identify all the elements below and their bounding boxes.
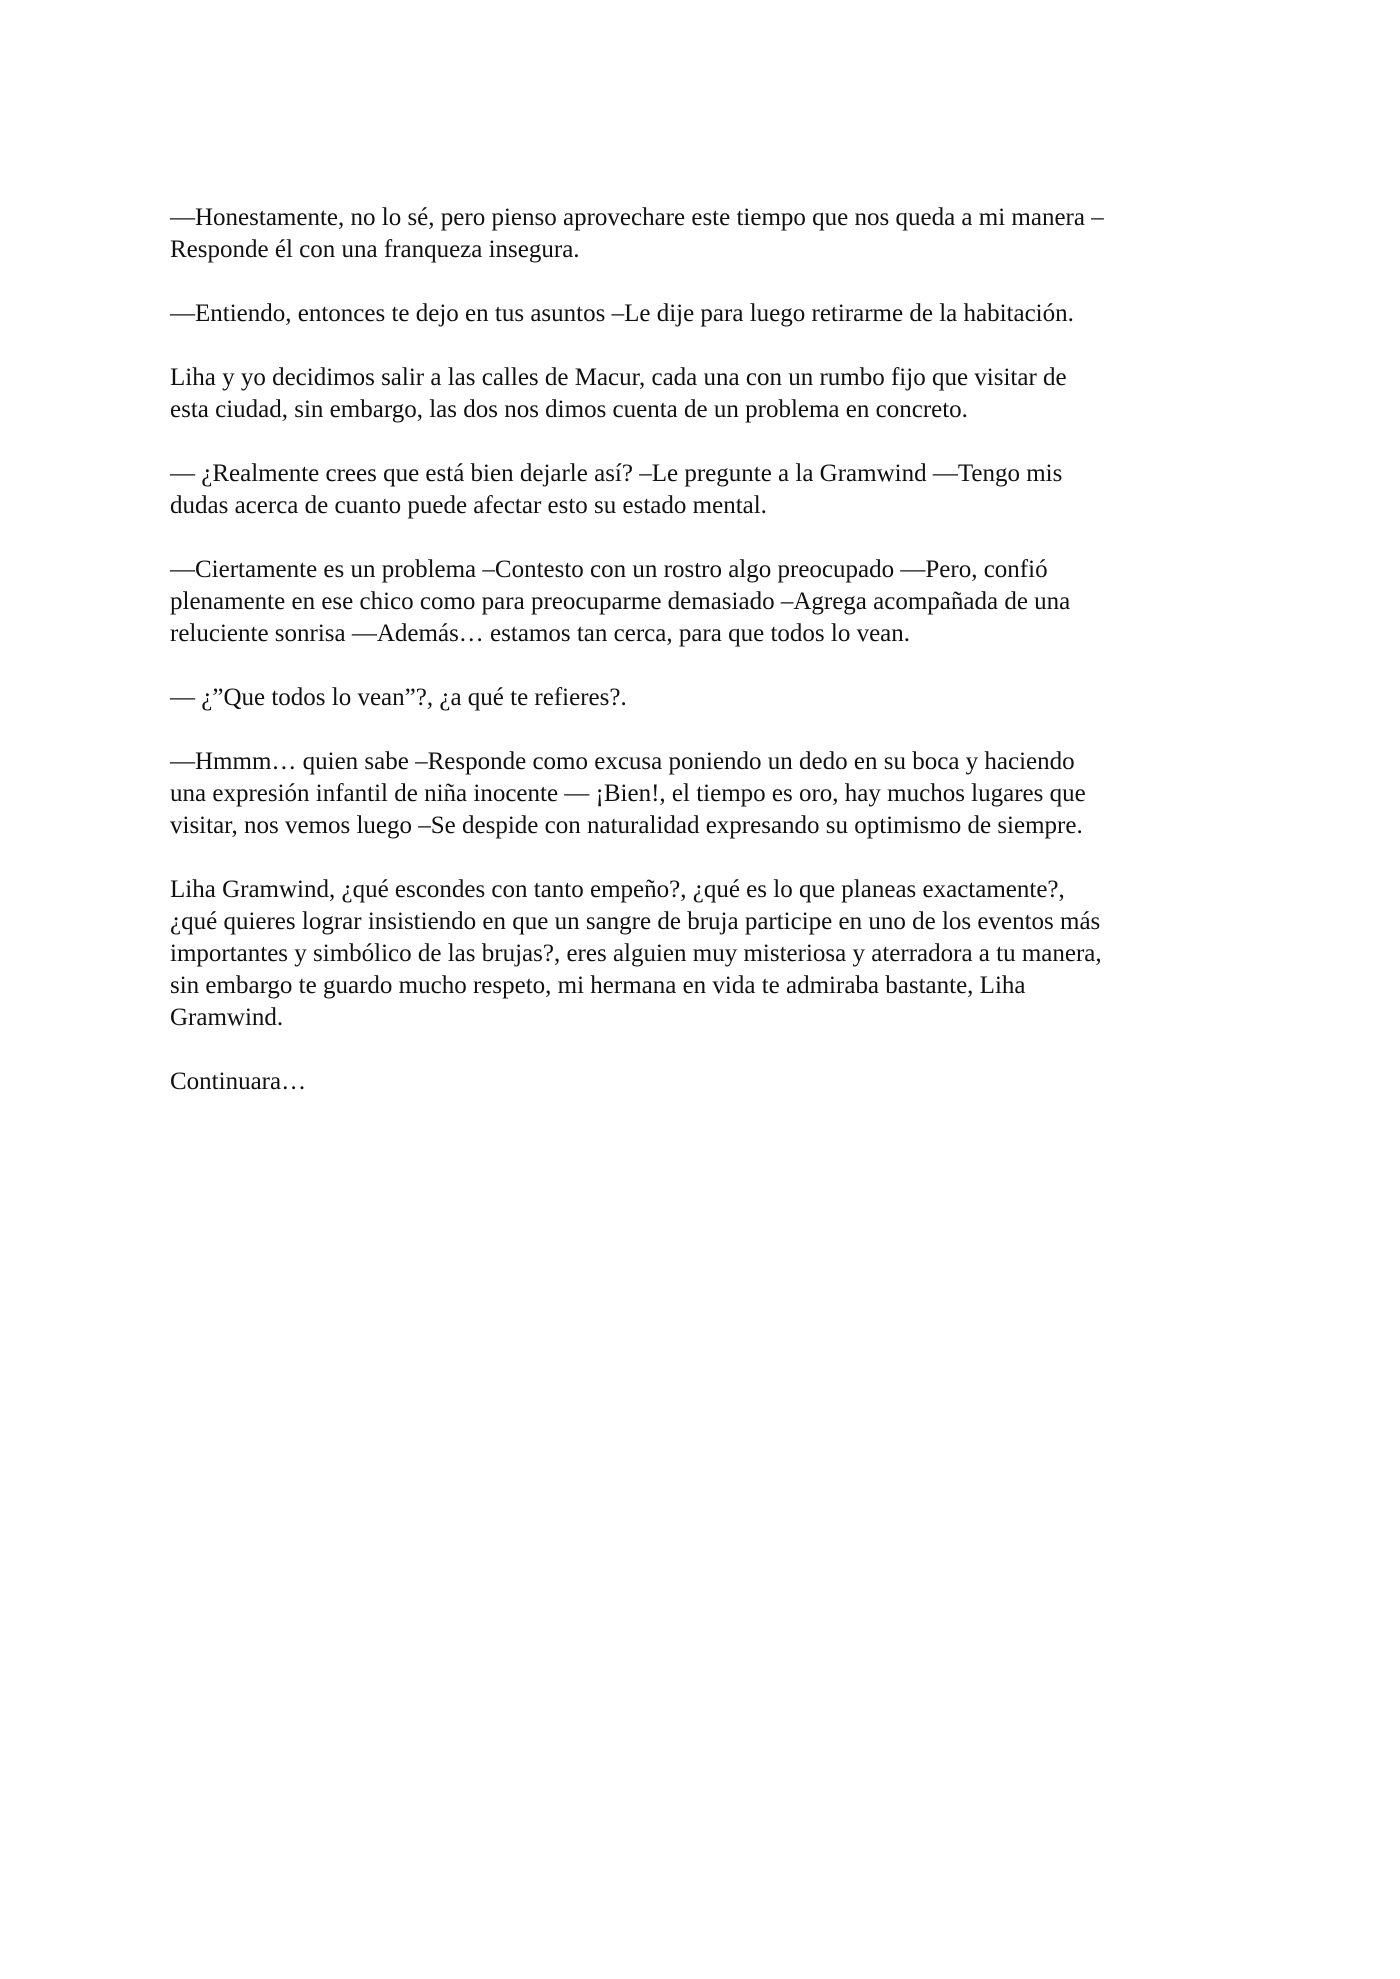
paragraph-4 <box>170 458 1230 522</box>
paragraph-7 <box>170 746 1230 842</box>
text-line: Responde él con una franqueza insegura. <box>170 236 580 263</box>
text-line: Liha y yo decidimos salir a las calles de Macur, cada una con un rumbo fijo que visitar de <box>170 364 1067 391</box>
text-line: —Ciertamente es un problema –Contesto con un rostro algo preocupado —Pero, confió <box>170 556 1048 583</box>
text-line: una expresión infantil de niña inocente — ¡Bien!, el tiempo es oro, hay muchos lugares que <box>170 780 1086 807</box>
paragraph-5 <box>170 554 1230 650</box>
paragraph-6 <box>170 682 1230 714</box>
paragraph-8 <box>170 874 1230 1034</box>
text-line: visitar, nos vemos luego –Se despide con naturalidad expresando su optimismo de siempre. <box>170 812 1083 839</box>
text-line: plenamente en ese chico como para preocuparme demasiado –Agrega acompañada de una <box>170 588 1071 615</box>
text-line: —Honestamente, no lo sé, pero pienso aprovechare este tiempo que nos queda a mi manera – <box>170 204 1104 231</box>
text-line: —Hmmm… quien sabe –Responde como excusa poniendo un dedo en su boca y haciendo <box>170 748 1075 775</box>
paragraph-3 <box>170 362 1230 426</box>
text-line: ¿qué quieres lograr insistiendo en que un sangre de bruja participe en uno de los eventos más <box>170 908 1101 935</box>
paragraph-9 <box>170 1066 1230 1098</box>
text-line: dudas acerca de cuanto puede afectar esto su estado mental. <box>170 492 767 519</box>
text-line: —Entiendo, entonces te dejo en tus asuntos –Le dije para luego retirarme de la habitación. <box>170 300 1074 327</box>
text-line: esta ciudad, sin embargo, las dos nos dimos cuenta de un problema en concreto. <box>170 396 968 423</box>
text-line: sin embargo te guardo mucho respeto, mi hermana en vida te admiraba bastante, Liha <box>170 972 1026 999</box>
text-line: reluciente sonrisa —Además… estamos tan cerca, para que todos lo vean. <box>170 620 911 647</box>
text-line: — ¿Realmente crees que está bien dejarle así? –Le pregunte a la Gramwind —Tengo mis <box>170 460 1063 487</box>
text-line: Gramwind. <box>170 1004 284 1031</box>
text-line: — ¿”Que todos lo vean”?, ¿a qué te refieres?. <box>170 684 627 711</box>
text-line: Liha Gramwind, ¿qué escondes con tanto empeño?, ¿qué es lo que planeas exactamente?, <box>170 876 1065 903</box>
text-line: Continuara… <box>170 1068 307 1095</box>
text-line: importantes y simbólico de las brujas?, eres alguien muy misteriosa y aterradora a tu manera, <box>170 940 1102 967</box>
paragraph-2 <box>170 298 1230 330</box>
paragraph-1 <box>170 202 1230 266</box>
document-body <box>170 202 1230 1130</box>
